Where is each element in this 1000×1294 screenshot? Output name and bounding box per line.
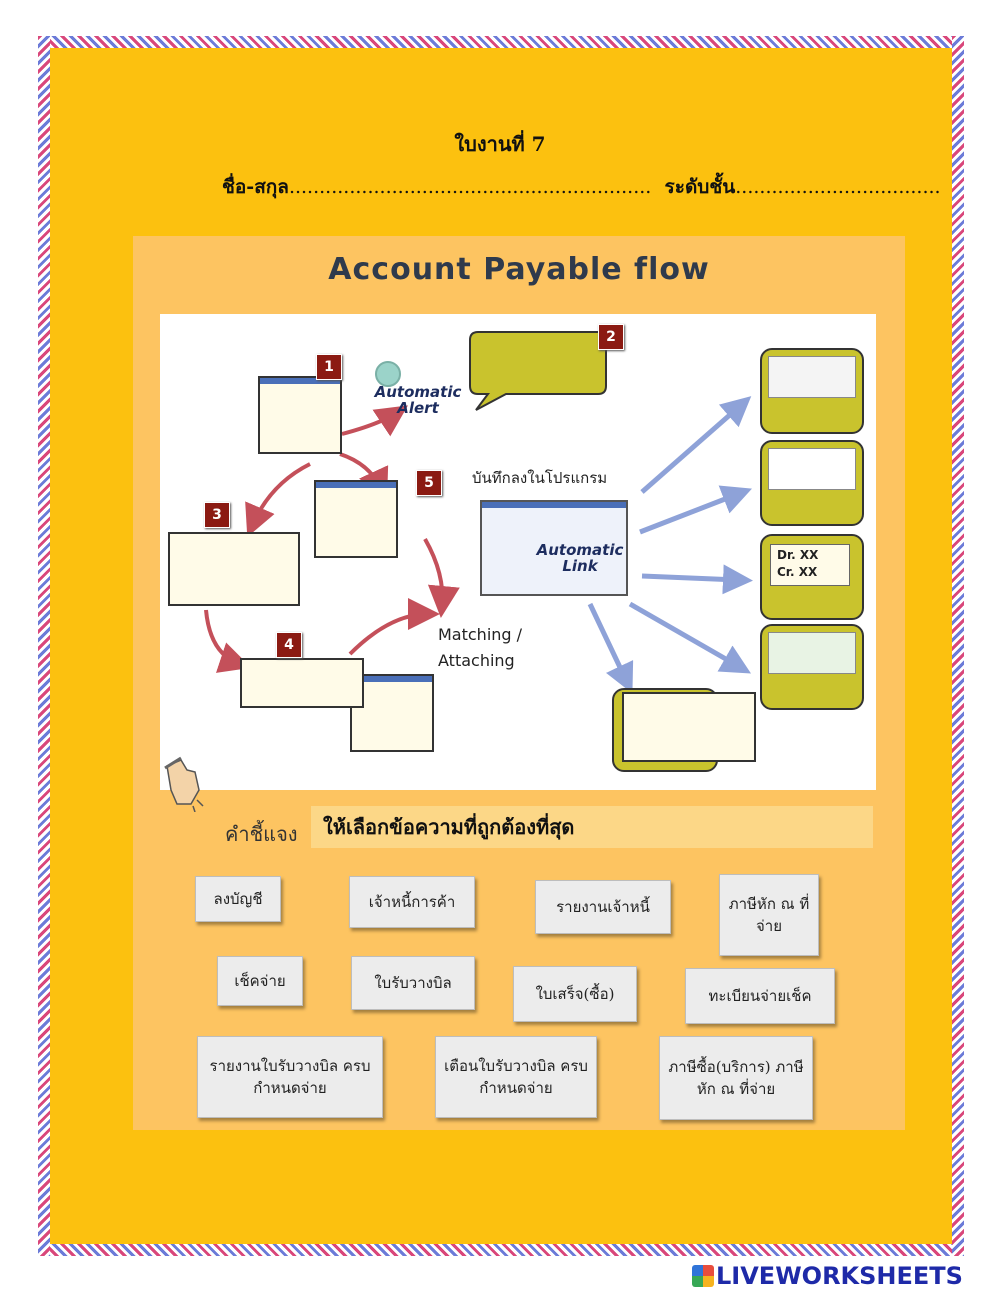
matching-attaching-label: Matching / Attaching	[438, 625, 523, 670]
choice-chip[interactable]: เตือนใบรับวางบิล ครบกำหนดจ่าย	[435, 1036, 597, 1118]
window-step-3[interactable]	[168, 532, 300, 606]
arrow-4-to-matching	[350, 614, 428, 654]
window-step-5-source[interactable]	[314, 480, 398, 558]
arrow-link-to-bottom-card	[590, 604, 626, 680]
window-bottom[interactable]	[622, 692, 756, 762]
choice-chip[interactable]: เช็คจ่าย	[217, 956, 303, 1006]
card-cheque[interactable]	[760, 624, 864, 710]
pointing-hand-icon	[161, 756, 205, 812]
level-label: ระดับชั้น	[664, 176, 736, 198]
arrow-1-to-3	[252, 464, 310, 526]
window-step-4[interactable]	[240, 658, 364, 708]
card-document[interactable]	[760, 440, 864, 526]
choice-chip[interactable]: รายงานใบรับวางบิล ครบกำหนดจ่าย	[197, 1036, 383, 1118]
choice-chip[interactable]: ภาษีหัก ณ ที่จ่าย	[719, 874, 819, 956]
decorative-border-left	[38, 36, 50, 1256]
dr-line: Dr. XX	[777, 548, 819, 562]
student-info-line	[222, 172, 941, 202]
arrow-link-to-card-2	[640, 494, 738, 532]
level-fill-line[interactable]: ..................................	[735, 176, 941, 198]
automatic-alert-label: Automatic Alert	[374, 383, 462, 417]
card-people[interactable]	[760, 348, 864, 434]
flow-diagram	[160, 314, 876, 790]
name-label: ชื่อ-สกุล	[222, 176, 289, 198]
number-box-4: 4	[276, 632, 302, 658]
arrow-3-to-4	[206, 610, 240, 664]
automatic-link-label: Automatic Link	[536, 541, 624, 575]
choice-chip[interactable]: ทะเบียนจ่ายเช็ค	[685, 968, 835, 1024]
choice-chip[interactable]: เจ้าหนี้การค้า	[349, 876, 475, 928]
choice-chip[interactable]: ใบรับวางบิล	[351, 956, 475, 1010]
arrow-link-to-card-1	[642, 406, 740, 492]
dr-cr-box	[770, 544, 850, 586]
arrow-5-to-matching	[425, 539, 442, 606]
decorative-border-top	[38, 36, 964, 48]
cr-line: Cr. XX	[777, 565, 818, 579]
instruction-text: ให้เลือกข้อความที่ถูกต้องที่สุด	[311, 806, 873, 848]
liveworksheets-logo-icon	[692, 1265, 714, 1287]
choice-chip[interactable]: ลงบัญชี	[195, 876, 281, 922]
number-box-5: 5	[416, 470, 442, 496]
record-in-program-label: บันทึกลงในโปรแกรม	[472, 469, 608, 487]
instruction-label: คำชี้แจง	[225, 822, 298, 846]
decorative-border-bottom	[38, 1244, 964, 1256]
speech-bubble-2	[470, 332, 606, 410]
number-box-3: 3	[204, 502, 230, 528]
choice-chip[interactable]: ใบเสร็จ(ซื้อ)	[513, 966, 637, 1022]
decorative-border-right	[952, 36, 964, 1256]
choice-chip[interactable]: ภาษีซื้อ(บริการ) ภาษีหัก ณ ที่จ่าย	[659, 1036, 813, 1120]
arrow-link-to-card-4	[630, 604, 738, 666]
arrow-link-to-card-3	[642, 576, 738, 580]
exercise-panel	[133, 236, 905, 1130]
panel-title: Account Payable flow	[328, 252, 710, 287]
liveworksheets-brand[interactable]	[692, 1262, 963, 1290]
brand-text: LIVEWORKSHEETS	[716, 1262, 963, 1290]
choice-chip[interactable]: รายงานเจ้าหนี้	[535, 880, 671, 934]
number-box-2: 2	[598, 324, 624, 350]
worksheet-title: ใบงานที่ 7	[454, 132, 546, 156]
card-journal-entry	[760, 534, 864, 620]
name-fill-line[interactable]: ............................................................	[288, 176, 652, 198]
window-step-1[interactable]	[258, 376, 342, 454]
number-box-1: 1	[316, 354, 342, 380]
